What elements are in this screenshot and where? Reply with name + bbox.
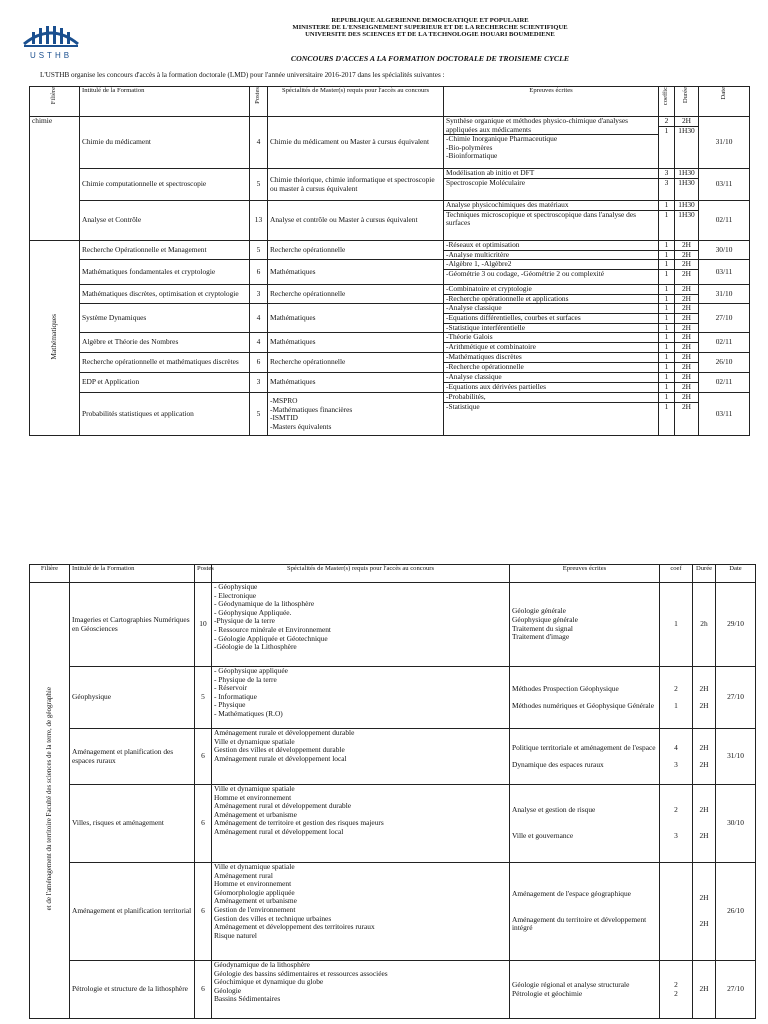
cell-coef: [659, 285, 675, 304]
duree-value: 2H: [681, 240, 692, 249]
epreuve-item: -Algèbre 1, -Algèbre2: [446, 259, 512, 269]
cell-specialites: Mathématiques: [268, 333, 444, 353]
header-line-2: MINISTERE DE L'ENSEIGNEMENT SUPERIEUR ET DE LA RECHERCHE SCIENTIFIQUE: [292, 24, 568, 32]
coef-value: 1: [664, 303, 669, 313]
duree-value: 2H: [675, 382, 698, 392]
cell-specialites: -MSPRO -Mathématiques financières -ISMTID -Masters équivalents: [268, 393, 444, 436]
cell-epreuves: [444, 201, 659, 241]
cell-duree: [675, 285, 699, 304]
cell-intitule: Probabilités statistiques et application: [80, 393, 250, 436]
cell-date: 27/10: [699, 304, 750, 333]
logo-text: USTHB: [29, 51, 73, 60]
cell-postes: 5: [195, 667, 212, 729]
epreuve-item: Spectroscopie Moléculaire: [444, 178, 658, 188]
coef-value: 1: [664, 372, 669, 382]
coef-value: 1: [659, 294, 674, 304]
cell-specialites: Recherche opérationnelle: [268, 241, 444, 260]
cell-postes: 5: [250, 393, 268, 436]
coef-value: 1: [659, 126, 674, 136]
epreuve-item: -Analyse classique: [446, 372, 502, 382]
cell-coef: [660, 863, 693, 961]
cell-coef: [659, 333, 675, 353]
epreuve-item: -Statistique interférentielle: [444, 323, 658, 333]
t2-header-postes: Postes: [195, 565, 212, 583]
cell-intitule: Système Dynamiques: [80, 304, 250, 333]
cell-intitule: Villes, risques et aménagement: [70, 785, 195, 863]
coef-value: 1: [659, 210, 674, 220]
cell-specialites: Aménagement rurale et développement durable Ville et dynamique spatiale Gestion des villes et développement durable Aménagement rurale et développement local: [212, 729, 510, 785]
cell-specialites: Chimie du médicament ou Master à cursus équivalent: [268, 117, 444, 169]
cell-coef: [659, 201, 675, 241]
cell-date: 02/11: [699, 373, 750, 393]
cell-postes: 4: [250, 333, 268, 353]
table-1: [29, 86, 750, 436]
epreuve-item: -Combinatoire et cryptologie: [446, 284, 532, 294]
table-row: [30, 169, 750, 201]
cell-postes: 6: [195, 785, 212, 863]
epreuve-item: Analyse physicochimiques des matériaux: [446, 200, 569, 209]
cell-epreuves: [444, 333, 659, 353]
cell-date: 29/10: [716, 583, 756, 667]
cell-date: 31/10: [716, 729, 756, 785]
cell-specialites: Ville et dynamique spatiale Homme et environnement Aménagement rural et développement durable Aménagement et urbanisme Aménagement de territoire et gestion des risques majeurs Aménagement rural et développement local: [212, 785, 510, 863]
cell-epreuves: [444, 169, 659, 201]
coef-value: 1: [659, 402, 674, 412]
duree-value: 1H30: [678, 168, 695, 177]
table-row: [30, 117, 750, 169]
table-row: [30, 863, 756, 961]
cell-epreuves: [444, 393, 659, 436]
cell-intitule: Recherche Opérationnelle et Management: [80, 241, 250, 260]
cell-date: 26/10: [716, 863, 756, 961]
cell-duree: [675, 117, 699, 169]
t2-header-epreuves: Epreuves écrites: [510, 565, 660, 583]
cell-intitule: Mathématiques fondamentales et cryptologie: [80, 260, 250, 285]
cell-intitule: Algèbre et Théorie des Nombres: [80, 333, 250, 353]
cell-coef: [659, 169, 675, 201]
table-row: [30, 285, 750, 304]
duree-value: 2H: [675, 294, 698, 304]
cell-postes: 3: [250, 285, 268, 304]
coef-value: 1: [664, 259, 669, 269]
coef-value: 1: [664, 392, 669, 402]
cell-postes: 6: [250, 260, 268, 285]
table-row: [30, 393, 750, 436]
epreuve-item: -Recherche opérationnelle: [444, 362, 658, 372]
cell-duree: [675, 201, 699, 241]
cell-postes: 6: [195, 729, 212, 785]
table-row: [30, 333, 750, 353]
header-date: Date: [699, 87, 750, 117]
cell-coef: 1: [660, 583, 693, 667]
cell-date: 31/10: [699, 285, 750, 304]
epreuve-item: -Probabilités,: [446, 392, 486, 402]
epreuve-item: -Théorie Galois: [446, 332, 493, 342]
t2-header-intitule: Intitulé de la Formation: [70, 565, 195, 583]
cell-coef: [659, 117, 675, 169]
coef-value: 1: [664, 284, 669, 294]
cell-specialites: Ville et dynamique spatiale Aménagement rural Homme et environnement Géomorphologie appliquée Aménagement et urbanisme Gestion de l'environnement Gestion des villes et technique urbaines Aménagement et développement des territoires ruraux Risque naturel: [212, 863, 510, 961]
cell-intitule: Aménagement et planification territorial: [70, 863, 195, 961]
duree-value: 2H: [675, 362, 698, 372]
usthb-logo: [20, 18, 82, 62]
duree-value: 1H30: [675, 126, 698, 136]
table-2: [29, 564, 756, 1019]
coef-value: 1: [659, 342, 674, 352]
epreuve-item: -Mathématiques discrètes: [446, 352, 522, 362]
cell-duree: 2H 2H: [693, 785, 716, 863]
duree-value: 2H: [675, 402, 698, 412]
epreuve-item: -Equations aux dérivées partielles: [444, 382, 658, 392]
cell-duree: 2H 2H: [693, 729, 716, 785]
cell-epreuves: Méthodes Prospection Géophysique Méthodes numériques et Géophysique Générale: [510, 667, 660, 729]
cell-postes: 5: [250, 169, 268, 201]
epreuve-item: -Analyse classique: [446, 303, 502, 313]
t2-header-filiere: Filière: [30, 565, 70, 583]
duree-value: 2H: [675, 323, 698, 333]
header-intitule: Intitulé de la Formation: [80, 87, 250, 117]
coef-value: 2: [664, 116, 669, 125]
t2-header-coef: coef: [660, 565, 693, 583]
cell-epreuves: [444, 117, 659, 169]
table-row: [30, 373, 750, 393]
intro-text: L'USTHB organise les concours d'accès à la formation doctorale (LMD) pour l'année universitaire 2016-2017 dans les spécialités suivantes :: [40, 71, 445, 79]
cell-intitule: Chimie computationnelle et spectroscopie: [80, 169, 250, 201]
cell-duree: [675, 241, 699, 260]
cell-specialites: Mathématiques: [268, 260, 444, 285]
epreuve-item: -Analyse multicritère: [444, 250, 658, 260]
header-duree: Durée: [675, 87, 699, 117]
cell-date: 27/10: [716, 667, 756, 729]
epreuve-item: -Arithmétique et combinatoire: [444, 342, 658, 352]
cell-specialites: Analyse et contrôle ou Master à cursus équivalent: [268, 201, 444, 241]
coef-value: 3: [659, 178, 674, 188]
cell-date: 31/10: [699, 117, 750, 169]
duree-value: 2H: [675, 313, 698, 323]
duree-value: 2H: [681, 352, 692, 362]
t2-header-date: Date: [716, 565, 756, 583]
duree-value: 1H30: [675, 210, 698, 220]
cell-duree: [675, 333, 699, 353]
cell-intitule: Imageries et Cartographies Numériques en Géosciences: [70, 583, 195, 667]
table-row: [30, 785, 756, 863]
cell-intitule: Chimie du médicament: [80, 117, 250, 169]
filiere-faculte: et de l'aménagement du territoire Faculté des sciences de la terre, de géographie: [30, 583, 70, 1019]
cell-duree: [675, 373, 699, 393]
cell-duree: 2H 2H: [693, 863, 716, 961]
duree-value: 2H: [675, 342, 698, 352]
cell-coef: 2 2: [660, 961, 693, 1019]
cell-duree: 2H 2H: [693, 667, 716, 729]
cell-epreuves: [444, 241, 659, 260]
duree-value: 2H: [681, 372, 692, 382]
cell-duree: [675, 353, 699, 373]
cell-specialites: Chimie théorique, chimie informatique et spectroscopie ou master à cursus équivalent: [268, 169, 444, 201]
cell-duree: [675, 169, 699, 201]
cell-postes: 3: [250, 373, 268, 393]
duree-value: 2H: [681, 303, 692, 313]
t2-header-specialites: Spécialités de Master(s) requis pour l'accès au concours: [212, 565, 510, 583]
coef-value: 1: [659, 250, 674, 260]
cell-postes: 13: [250, 201, 268, 241]
epreuve-item: -Réseaux et optimisation: [446, 240, 520, 249]
cell-specialites: - Géophysique appliquée - Physique de la terre - Réservoir - Informatique - Physique - Mathématiques (R.O): [212, 667, 510, 729]
coef-value: 1: [664, 332, 669, 342]
epreuve-item: Modélisation ab initio et DFT: [446, 168, 535, 177]
cell-specialites: Mathématiques: [268, 373, 444, 393]
cell-postes: 5: [250, 241, 268, 260]
cell-date: 02/11: [699, 333, 750, 353]
cell-epreuves: Géologie régional et analyse structurale Pétrologie et géochimie: [510, 961, 660, 1019]
t2-header-duree: Durée: [693, 565, 716, 583]
filiere-mathematiques: Mathématiques: [30, 241, 80, 436]
table-row: [30, 667, 756, 729]
cell-duree: 2h: [693, 583, 716, 667]
cell-specialites: Géodynamique de la lithosphère Géologie des bassins sédimentaires et ressources associées Géochimique et dynamique du globe Géologie Bassins Sédimentaires: [212, 961, 510, 1019]
cell-duree: [675, 304, 699, 333]
cell-coef: [659, 304, 675, 333]
coef-value: 1: [659, 362, 674, 372]
cell-postes: 10: [195, 583, 212, 667]
table-row: [30, 201, 750, 241]
cell-specialites: Recherche opérationnelle: [268, 285, 444, 304]
cell-intitule: Recherche opérationnelle et mathématiques discrètes: [80, 353, 250, 373]
table-row: [30, 260, 750, 285]
cell-coef: 4 3: [660, 729, 693, 785]
cell-intitule: Géophysique: [70, 667, 195, 729]
header-specialites: Spécialités de Master(s) requis pour l'accès au concours: [268, 87, 444, 117]
cell-epreuves: [444, 304, 659, 333]
cell-postes: 6: [195, 863, 212, 961]
cell-duree: [675, 260, 699, 285]
cell-specialites: Recherche opérationnelle: [268, 353, 444, 373]
cell-coef: [659, 353, 675, 373]
table-row: [30, 729, 756, 785]
cell-intitule: Aménagement et planification des espaces ruraux: [70, 729, 195, 785]
epreuve-item: Synthèse organique et méthodes physico-chimique d'analyses appliquées aux médicaments: [446, 116, 629, 134]
cell-duree: [675, 393, 699, 436]
header-coef: coeffic: [659, 87, 675, 117]
cell-date: 30/10: [699, 241, 750, 260]
cell-coef: [659, 393, 675, 436]
cell-epreuves: [444, 373, 659, 393]
cell-epreuves: Aménagement de l'espace géographique Aménagement du territoire et développement intégré: [510, 863, 660, 961]
coef-value: 3: [664, 168, 669, 177]
coef-value: 1: [659, 382, 674, 392]
cell-intitule: Mathématiques discrètes, optimisation et cryptologie: [80, 285, 250, 304]
duree-value: 2H: [681, 116, 692, 125]
coef-value: 1: [664, 240, 669, 249]
cell-date: 30/10: [716, 785, 756, 863]
cell-specialites: - Géophysique - Electronique - Géodynamique de la lithosphère - Géophysique Appliquée. -Physique de la terre - Ressource minérale et Environnement - Géologie Appliquée et Géotechnique -Géologie de la Lithosphère: [212, 583, 510, 667]
table-row: [30, 241, 750, 260]
cell-epreuves: Géologie générale Géophysique générale Traitement du signal Traitement d'image: [510, 583, 660, 667]
duree-value: 2H: [675, 250, 698, 260]
duree-value: 1H30: [675, 178, 698, 188]
cell-date: 02/11: [699, 201, 750, 241]
table-row: [30, 961, 756, 1019]
table-row: [30, 583, 756, 667]
cell-intitule: Pétrologie et structure de la lithosphère: [70, 961, 195, 1019]
coef-value: 1: [664, 352, 669, 362]
epreuve-item: -Chimie Inorganique Pharmaceutique -Bio-polymères -Bioinformatique: [444, 134, 658, 161]
cell-epreuves: Analyse et gestion de risque Ville et gouvernance: [510, 785, 660, 863]
document-header: [150, 17, 710, 39]
cell-postes: 6: [250, 353, 268, 373]
cell-coef: [659, 260, 675, 285]
cell-epreuves: [444, 285, 659, 304]
cell-postes: 4: [250, 304, 268, 333]
epreuve-item: -Statistique: [444, 402, 658, 412]
duree-value: 2H: [681, 259, 692, 269]
cell-coef: 2 3: [660, 785, 693, 863]
coef-value: 1: [664, 200, 669, 209]
cell-coef: 2 1: [660, 667, 693, 729]
duree-value: 2H: [681, 332, 692, 342]
cell-coef: [659, 241, 675, 260]
cell-date: 03/11: [699, 260, 750, 285]
cell-postes: 4: [250, 117, 268, 169]
document-title: CONCOURS D'ACCES A LA FORMATION DOCTORALE DE TROISIEME CYCLE: [290, 54, 570, 63]
header-line-1: REPUBLIQUE ALGERIENNE DEMOCRATIQUE ET POPULAIRE: [331, 17, 529, 24]
coef-value: 1: [659, 323, 674, 333]
filiere-chimie: chimie: [30, 117, 80, 241]
cell-coef: [659, 373, 675, 393]
coef-value: 1: [659, 313, 674, 323]
epreuve-item: -Géométrie 3 ou codage, -Géométrie 2 ou complexité: [444, 269, 658, 279]
cell-specialites: Mathématiques: [268, 304, 444, 333]
cell-intitule: EDP et Application: [80, 373, 250, 393]
duree-value: 2H: [675, 269, 698, 279]
cell-duree: 2H: [693, 961, 716, 1019]
header-line-3: UNIVERSITE DES SCIENCES ET DE LA TECHNOLOGIE HOUARI BOUMEDIENE: [305, 31, 555, 39]
coef-value: 1: [659, 269, 674, 279]
table-row: [30, 304, 750, 333]
epreuve-item: -Recherche opérationnelle et applications: [444, 294, 658, 304]
cell-epreuves: [444, 260, 659, 285]
epreuve-item: Techniques microscopique et spectroscopique dans l'analyse des surfaces: [444, 210, 658, 228]
header-filiere: Filière: [30, 87, 80, 117]
header-epreuves: Epreuves écrites: [444, 87, 659, 117]
duree-value: 2H: [681, 392, 692, 402]
cell-date: 26/10: [699, 353, 750, 373]
duree-value: 2H: [681, 284, 692, 294]
cell-epreuves: Politique territoriale et aménagement de l'espace Dynamique des espaces ruraux: [510, 729, 660, 785]
table-row: [30, 353, 750, 373]
cell-date: 03/11: [699, 169, 750, 201]
epreuve-item: -Equations différentielles, courbes et surfaces: [444, 313, 658, 323]
duree-value: 1H30: [678, 200, 695, 209]
header-postes: Postes: [250, 87, 268, 117]
cell-date: 03/11: [699, 393, 750, 436]
cell-postes: 6: [195, 961, 212, 1019]
cell-date: 27/10: [716, 961, 756, 1019]
cell-intitule: Analyse et Contrôle: [80, 201, 250, 241]
cell-epreuves: [444, 353, 659, 373]
